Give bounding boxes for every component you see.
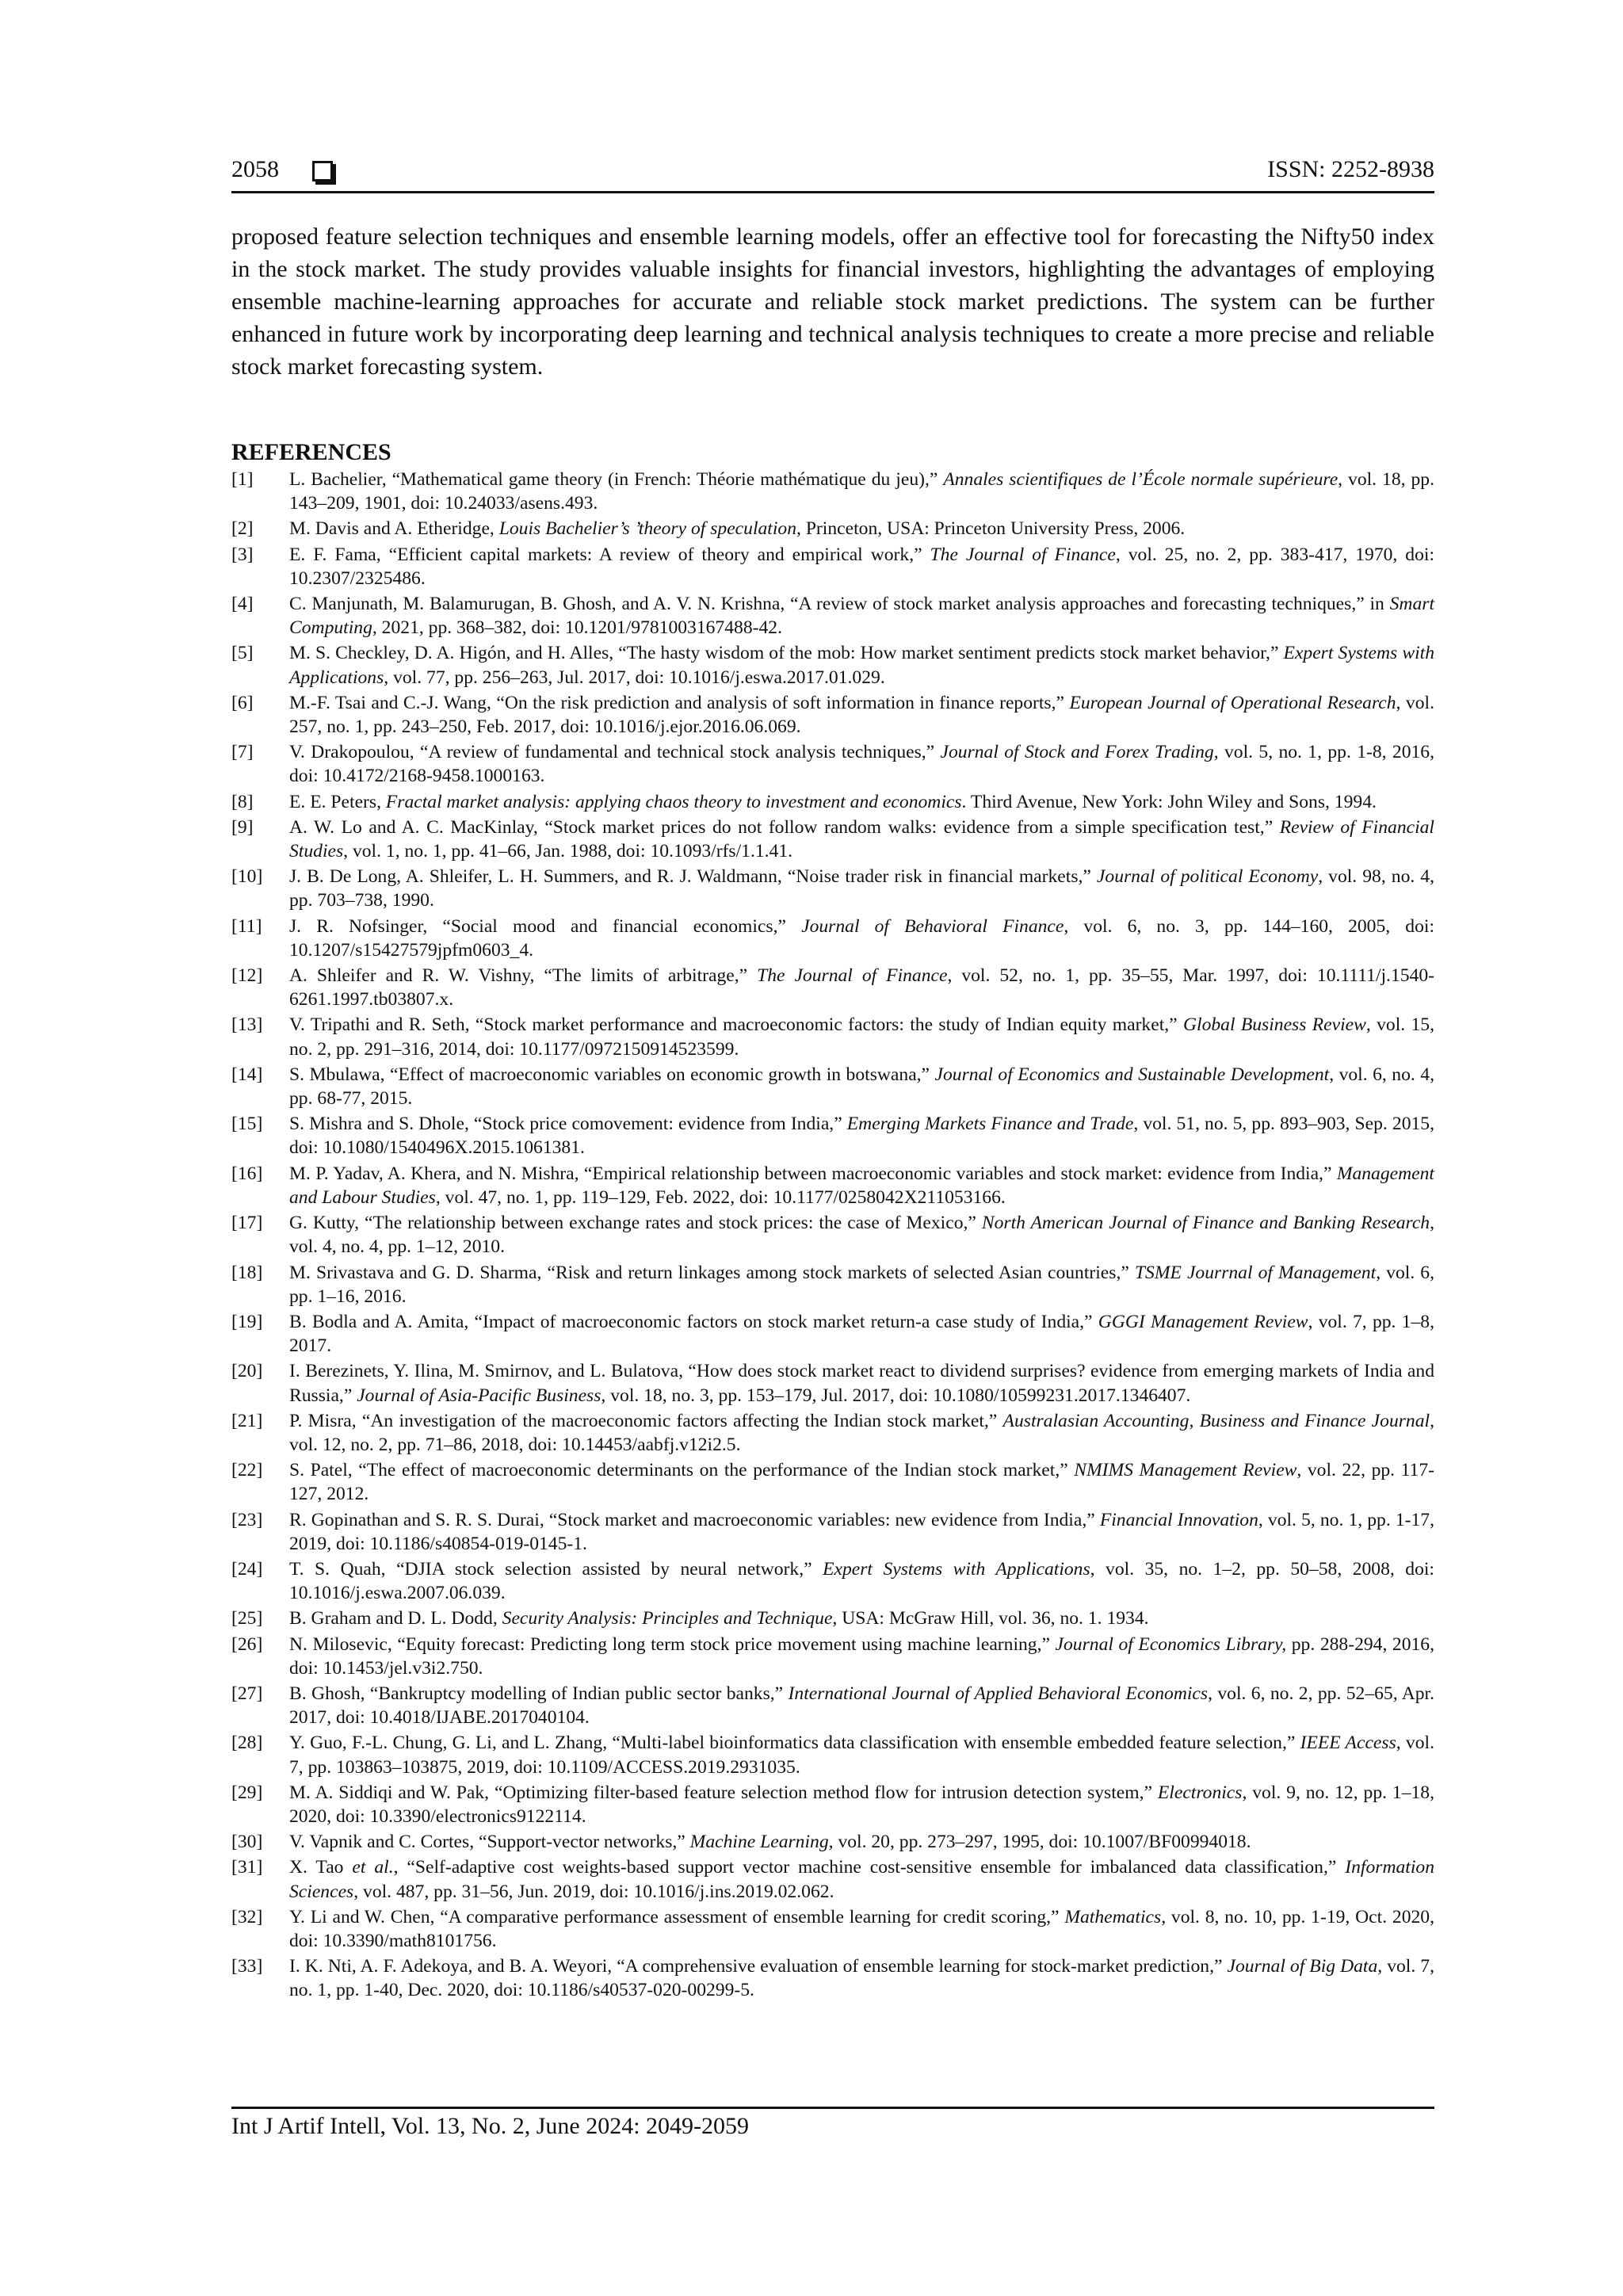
reference-item <box>231 816 1434 863</box>
reference-item <box>231 517 1434 541</box>
reference-source-italic: Management and Labour Studies <box>289 1163 1434 1208</box>
reference-segment: E. F. Fama, “Efficient capital markets: A review of theory and empirical work,” <box>289 544 930 565</box>
reference-segment: , vol. 5, no. 1, pp. 1-8, 2016, doi: 10.4172/2168-9458.1000163. <box>289 742 1434 787</box>
reference-item <box>231 1830 1434 1854</box>
reference-number: [20] <box>231 1361 263 1382</box>
reference-number: [3] <box>231 544 254 565</box>
reference-segment: , vol. 18, pp. 143–209, 1901, doi: 10.24033/asens.493. <box>289 469 1434 514</box>
reference-source-italic: European Journal of Operational Research <box>1069 692 1396 713</box>
reference-item <box>231 1682 1434 1729</box>
reference-segment: J. R. Nofsinger, “Social mood and financial economics,” <box>289 915 802 937</box>
reference-segment: , vol. 77, pp. 256–263, Jul. 2017, doi: 10.1016/j.eswa.2017.01.029. <box>384 667 885 688</box>
reference-item <box>231 964 1434 1011</box>
reference-item <box>231 691 1434 739</box>
reference-source-italic: TSME Jourrnal of Management <box>1134 1262 1377 1283</box>
reference-segment: , USA: McGraw Hill, vol. 36, no. 1. 1934. <box>832 1608 1149 1629</box>
reference-number: [24] <box>231 1558 263 1580</box>
reference-number: [18] <box>231 1262 263 1283</box>
reference-segment: X. Tao <box>289 1857 353 1878</box>
reference-item <box>231 1162 1434 1209</box>
reference-segment: B. Bodla and A. Amita, “Impact of macroeconomic factors on stock market return-a case study of India,” <box>289 1311 1098 1332</box>
reference-segment: B. Ghosh, “Bankruptcy modelling of Indian public sector banks,” <box>289 1683 789 1704</box>
reference-text <box>289 1781 1434 1828</box>
reference-number: [1] <box>231 469 254 490</box>
reference-segment: A. Shleifer and R. W. Vishny, “The limits of arbitrage,” <box>289 965 758 987</box>
reference-text <box>289 1310 1434 1358</box>
reference-source-italic: Expert Systems with Applications <box>823 1558 1090 1580</box>
reference-segment: , vol. 9, no. 12, pp. 1–18, 2020, doi: 10.3390/electronics9122114. <box>289 1782 1434 1827</box>
reference-source-italic: Security Analysis: Principles and Technique <box>502 1608 833 1629</box>
reference-segment: C. Manjunath, M. Balamurugan, B. Ghosh, and A. V. N. Krishna, “A review of stock market analysis approaches and forecasting techniques,” in <box>289 594 1390 615</box>
reference-segment: , vol. 98, no. 4, pp. 703–738, 1990. <box>289 866 1434 911</box>
reference-segment: M. Srivastava and G. D. Sharma, “Risk and return linkages among stock markets of selected Asian countries,” <box>289 1262 1135 1283</box>
reference-segment: , vol. 18, no. 3, pp. 153–179, Jul. 2017, doi: 10.1080/10599231.2017.1346407. <box>601 1385 1191 1406</box>
reference-segment: N. Milosevic, “Equity forecast: Predicting long term stock price movement using machine learning,” <box>289 1633 1056 1655</box>
reference-source-italic: Annales scientifiques de l’École normale supérieure <box>943 469 1338 490</box>
reference-item <box>231 641 1434 689</box>
reference-list <box>231 468 1434 2004</box>
reference-segment: , vol. 6, pp. 1–16, 2016. <box>289 1262 1434 1307</box>
reference-number: [15] <box>231 1114 263 1135</box>
reference-text <box>289 1606 1434 1630</box>
reference-text <box>289 1162 1434 1209</box>
reference-item <box>231 915 1434 962</box>
reference-segment: , vol. 35, no. 1–2, pp. 50–58, 2008, doi: 10.1016/j.eswa.2007.06.039. <box>289 1558 1434 1604</box>
reference-segment: , vol. 487, pp. 31–56, Jun. 2019, doi: 10.1016/j.ins.2019.02.062. <box>353 1881 834 1902</box>
reference-text <box>289 517 1434 541</box>
reference-text <box>289 1458 1434 1506</box>
reference-segment: , vol. 52, no. 1, pp. 35–55, Mar. 1997, doi: 10.1111/j.1540-6261.1997.tb03807.x. <box>289 965 1434 1010</box>
footer-rule <box>231 2107 1434 2109</box>
reference-segment: I. K. Nti, A. F. Adekoya, and B. A. Weyori, “A comprehensive evaluation of ensemble learning for stock-market prediction,” <box>289 1956 1228 1977</box>
reference-source-italic: Review of Financial Studies <box>289 816 1434 862</box>
reference-text <box>289 1211 1434 1259</box>
reference-segment: V. Drakopoulou, “A review of fundamental and technical stock analysis techniques,” <box>289 742 941 763</box>
reference-number: [23] <box>231 1509 263 1530</box>
reference-item <box>231 1409 1434 1457</box>
reference-source-italic: Louis Bachelier’s ’theory of speculation <box>498 518 797 540</box>
reference-source-italic: Journal of Economics Library, <box>1055 1633 1287 1655</box>
reference-segment: , vol. 257, no. 1, pp. 243–250, Feb. 2017, doi: 10.1016/j.ejor.2016.06.069. <box>289 692 1434 738</box>
reference-number: [31] <box>231 1857 263 1878</box>
reference-item <box>231 865 1434 912</box>
reference-item <box>231 1508 1434 1556</box>
reference-segment: S. Mishra and S. Dhole, “Stock price comovement: evidence from India,” <box>289 1114 847 1135</box>
header-rule <box>231 191 1434 193</box>
reference-segment: , vol. 8, no. 10, pp. 1-19, Oct. 2020, doi: 10.3390/math8101756. <box>289 1906 1434 1951</box>
reference-number: [30] <box>231 1832 263 1853</box>
reference-segment: A. W. Lo and A. C. MacKinlay, “Stock market prices do not follow random walks: evidence from a simple specification test,” <box>289 816 1280 838</box>
reference-text <box>289 1855 1434 1903</box>
reference-item <box>231 1731 1434 1778</box>
reference-segment: V. Vapnik and C. Cortes, “Support-vector networks,” <box>289 1832 690 1853</box>
reference-number: [11] <box>231 915 262 937</box>
reference-item <box>231 468 1434 515</box>
reference-segment: pp. 288-294, 2016, doi: 10.1453/jel.v3i2.750. <box>289 1633 1435 1679</box>
reference-text <box>289 1359 1434 1407</box>
reference-item <box>231 1063 1434 1110</box>
reference-segment: , Princeton, USA: Princeton University Press, 2006. <box>796 518 1186 540</box>
reference-item <box>231 1606 1434 1630</box>
reference-number: [28] <box>231 1733 263 1754</box>
reference-source-italic: Journal of Economics and Sustainable Development <box>934 1064 1330 1085</box>
reference-segment: L. Bachelier, “Mathematical game theory (in French: Théorie mathématique du jeu),” <box>289 469 944 490</box>
reference-text <box>289 1557 1434 1605</box>
ballot-box-icon <box>312 161 333 181</box>
reference-number: [19] <box>231 1311 263 1332</box>
reference-number: [8] <box>231 791 254 812</box>
reference-segment: , vol. 51, no. 5, pp. 893–903, Sep. 2015, doi: 10.1080/1540496X.2015.1061381. <box>289 1114 1434 1159</box>
reference-source-italic: Financial Innovation <box>1099 1509 1258 1530</box>
reference-text <box>289 816 1434 863</box>
reference-number: [10] <box>231 866 263 888</box>
reference-number: [5] <box>231 643 254 664</box>
reference-text <box>289 691 1434 739</box>
reference-segment: I. Berezinets, Y. Ilina, M. Smirnov, and L. Bulatova, “How does stock market react to dividend surprises? evidence from emerging markets of India and Russia,” <box>289 1361 1434 1406</box>
reference-segment: J. B. De Long, A. Shleifer, L. H. Summers, and R. J. Waldmann, “Noise trader risk in financial markets,” <box>289 866 1097 888</box>
reference-source-italic: The Journal of Finance <box>930 544 1116 565</box>
page-header <box>231 155 1434 184</box>
reference-segment: M. S. Checkley, D. A. Higón, and H. Alles, “The hasty wisdom of the mob: How market sentiment predicts stock market behavior,” <box>289 643 1284 664</box>
reference-segment: T. S. Quah, “DJIA stock selection assisted by neural network,” <box>289 1558 823 1580</box>
reference-segment: , vol. 47, no. 1, pp. 119–129, Feb. 2022, doi: 10.1177/0258042X211053166. <box>435 1186 1006 1208</box>
reference-number: [9] <box>231 816 254 838</box>
reference-item <box>231 1359 1434 1407</box>
reference-item <box>231 1954 1434 2002</box>
reference-segment: Y. Li and W. Chen, “A comparative performance assessment of ensemble learning for credit scoring,” <box>289 1906 1065 1927</box>
reference-item <box>231 1855 1434 1903</box>
reference-text <box>289 865 1434 912</box>
reference-segment: , vol. 5, no. 1, pp. 1-17, 2019, doi: 10.1186/s40854-019-0145-1. <box>289 1509 1435 1554</box>
reference-number: [2] <box>231 518 254 540</box>
reference-number: [16] <box>231 1163 263 1184</box>
body-paragraph: proposed feature selection techniques and ensemble learning models, offer an effective tool for forecasting the Nifty50 index in the stock market. The study provides valuable insights for financial investors, highlighting the advantages of employing ensemble machine-learning approaches for accurate and reliable stock market predictions. The system can be further enhanced in future work by incorporating deep learning and technical analysis techniques to create a more precise and reliable stock market forecasting system. <box>231 223 1434 380</box>
reference-segment: , vol. 22, pp. 117-127, 2012. <box>289 1460 1434 1505</box>
reference-segment: , vol. 6, no. 2, pp. 52–65, Apr. 2017, doi: 10.4018/IJABE.2017040104. <box>289 1683 1435 1729</box>
reference-segment: , vol. 25, no. 2, pp. 383-417, 1970, doi: 10.2307/2325486. <box>289 544 1434 589</box>
header-left <box>231 155 333 184</box>
reference-source-italic: Fractal market analysis: applying chaos theory to investment and economics <box>385 791 962 812</box>
reference-text <box>289 1063 1434 1110</box>
reference-item <box>231 1310 1434 1358</box>
reference-text <box>289 641 1434 689</box>
reference-item <box>231 592 1434 640</box>
reference-segment: E. E. Peters, <box>289 791 386 812</box>
reference-text <box>289 1112 1434 1159</box>
reference-segment: S. Mbulawa, “Effect of macroeconomic variables on economic growth in botswana,” <box>289 1064 935 1085</box>
reference-number: [29] <box>231 1782 263 1803</box>
reference-number: [22] <box>231 1460 263 1481</box>
reference-number: [17] <box>231 1213 263 1234</box>
reference-text <box>289 1905 1434 1953</box>
reference-number: [32] <box>231 1906 263 1927</box>
reference-number: [25] <box>231 1608 263 1629</box>
reference-source-italic: Journal of Behavioral Finance <box>801 915 1064 937</box>
reference-text <box>289 1954 1434 2002</box>
reference-number: [7] <box>231 742 254 763</box>
page-number: 2058 <box>231 156 279 182</box>
page-footer: Int J Artif Intell, Vol. 13, No. 2, June 2024: 2049-2059 <box>231 2113 750 2139</box>
reference-segment: M. Davis and A. Etheridge, <box>289 518 499 540</box>
reference-item <box>231 740 1434 788</box>
reference-text <box>289 915 1434 962</box>
reference-segment: G. Kutty, “The relationship between exchange rates and stock prices: the case of Mexico,” <box>289 1213 982 1234</box>
reference-text <box>289 592 1434 640</box>
reference-number: [14] <box>231 1064 263 1085</box>
reference-source-italic: Smart Computing <box>289 594 1434 639</box>
reference-segment: S. Patel, “The effect of macroeconomic determinants on the performance of the Indian stock market,” <box>289 1460 1075 1481</box>
reference-segment: , vol. 7, no. 1, pp. 1-40, Dec. 2020, doi: 10.1186/s40537-020-00299-5. <box>289 1956 1434 2001</box>
reference-source-italic: NMIMS Management Review <box>1074 1460 1297 1481</box>
reference-number: [4] <box>231 594 254 615</box>
reference-item <box>231 1905 1434 1953</box>
reference-source-italic: Global Business Review <box>1182 1014 1366 1036</box>
reference-text <box>289 1261 1434 1308</box>
reference-segment: , vol. 20, pp. 273–297, 1995, doi: 10.1007/BF00994018. <box>828 1832 1251 1853</box>
reference-text <box>289 1682 1434 1729</box>
reference-text <box>289 790 1434 814</box>
reference-source-italic: Electronics <box>1157 1782 1243 1803</box>
reference-number: [33] <box>231 1956 263 1977</box>
reference-source-italic: Information Sciences <box>289 1857 1434 1902</box>
reference-text <box>289 1409 1434 1457</box>
reference-segment: , vol. 15, no. 2, pp. 291–316, 2014, doi: 10.1177/0972150914523599. <box>289 1014 1434 1060</box>
reference-text <box>289 1731 1434 1778</box>
reference-segment: B. Graham and D. L. Dodd, <box>289 1608 502 1629</box>
reference-segment: , vol. 4, no. 4, pp. 1–12, 2010. <box>289 1213 1434 1258</box>
reference-source-italic: Emerging Markets Finance and Trade <box>846 1114 1134 1135</box>
reference-item <box>231 1458 1434 1506</box>
reference-segment: , “Self-adaptive cost weights-based support vector machine cost-sensitive ensemble for imbalanced data classification,” <box>393 1857 1346 1878</box>
reference-segment: , vol. 12, no. 2, pp. 71–86, 2018, doi: 10.14453/aabfj.v12i2.5. <box>289 1410 1434 1455</box>
reference-source-italic: IEEE Access <box>1300 1733 1396 1754</box>
reference-source-italic: Expert Systems with Applications <box>289 643 1434 688</box>
reference-number: [26] <box>231 1633 263 1655</box>
reference-segment: , vol. 7, pp. 103863–103875, 2019, doi: 10.1109/ACCESS.2019.2931035. <box>289 1733 1434 1778</box>
reference-number: [6] <box>231 692 254 713</box>
reference-text <box>289 1508 1434 1556</box>
reference-source-italic: et al. <box>352 1857 394 1878</box>
reference-source-italic: Journal of political Economy <box>1096 866 1319 888</box>
reference-text <box>289 543 1434 590</box>
reference-text <box>289 740 1434 788</box>
reference-segment: , vol. 1, no. 1, pp. 41–66, Jan. 1988, doi: 10.1093/rfs/1.1.41. <box>343 841 793 862</box>
reference-number: [27] <box>231 1683 263 1704</box>
reference-segment: , vol. 6, no. 4, pp. 68-77, 2015. <box>289 1064 1434 1110</box>
reference-segment: M. A. Siddiqi and W. Pak, “Optimizing filter-based feature selection method flow for intrusion detection system,” <box>289 1782 1158 1803</box>
reference-source-italic: Australasian Accounting, Business and Finance Journal <box>1002 1410 1430 1431</box>
reference-segment: Y. Guo, F.-L. Chung, G. Li, and L. Zhang, “Multi-label bioinformatics data classification with ensemble embedded feature selection,” <box>289 1733 1300 1754</box>
reference-item <box>231 1557 1434 1605</box>
reference-number: [13] <box>231 1014 263 1036</box>
reference-item <box>231 790 1434 814</box>
reference-segment: M.-F. Tsai and C.-J. Wang, “On the risk prediction and analysis of soft information in finance reports,” <box>289 692 1070 713</box>
reference-item <box>231 1112 1434 1159</box>
reference-segment: , vol. 7, pp. 1–8, 2017. <box>289 1311 1434 1357</box>
reference-text <box>289 468 1434 515</box>
reference-source-italic: The Journal of Finance <box>757 965 948 987</box>
reference-segment: V. Tripathi and R. Seth, “Stock market performance and macroeconomic factors: the study of Indian equity market,” <box>289 1014 1183 1036</box>
reference-segment: R. Gopinathan and S. R. S. Durai, “Stock market and macroeconomic variables: new evidence from India,” <box>289 1509 1100 1530</box>
reference-item <box>231 543 1434 590</box>
reference-source-italic: Journal of Asia-Pacific Business <box>357 1385 601 1406</box>
reference-segment: , 2021, pp. 368–382, doi: 10.1201/9781003167488-42. <box>372 617 782 639</box>
reference-source-italic: International Journal of Applied Behavioral Economics <box>788 1683 1209 1704</box>
references-heading: REFERENCES <box>231 439 391 465</box>
reference-source-italic: Mathematics <box>1064 1906 1162 1927</box>
reference-source-italic: GGGI Management Review <box>1098 1311 1308 1332</box>
reference-source-italic: Journal of Big Data <box>1227 1956 1378 1977</box>
reference-segment: . Third Avenue, New York: John Wiley and Sons, 1994. <box>961 791 1377 812</box>
reference-source-italic: North American Journal of Finance and Banking Research <box>981 1213 1430 1234</box>
reference-segment: P. Misra, “An investigation of the macroeconomic factors affecting the Indian stock market,” <box>289 1410 1003 1431</box>
reference-text <box>289 1633 1434 1680</box>
reference-number: [21] <box>231 1410 263 1431</box>
reference-item <box>231 1633 1434 1680</box>
reference-text <box>289 1013 1434 1060</box>
reference-source-italic: Machine Learning <box>689 1832 829 1853</box>
reference-number: [12] <box>231 965 263 987</box>
reference-source-italic: Journal of Stock and Forex Trading <box>940 742 1214 763</box>
reference-item <box>231 1781 1434 1828</box>
reference-item <box>231 1211 1434 1259</box>
reference-text <box>289 964 1434 1011</box>
reference-item <box>231 1013 1434 1060</box>
reference-segment: M. P. Yadav, A. Khera, and N. Mishra, “Empirical relationship between macroeconomic variables and stock market: evidence from India,” <box>289 1163 1337 1184</box>
reference-segment: , vol. 6, no. 3, pp. 144–160, 2005, doi: 10.1207/s15427579jpfm0603_4. <box>289 915 1435 961</box>
issn-label: ISSN: 2252-8938 <box>1267 156 1434 182</box>
reference-item <box>231 1261 1434 1308</box>
reference-text <box>289 1830 1434 1854</box>
